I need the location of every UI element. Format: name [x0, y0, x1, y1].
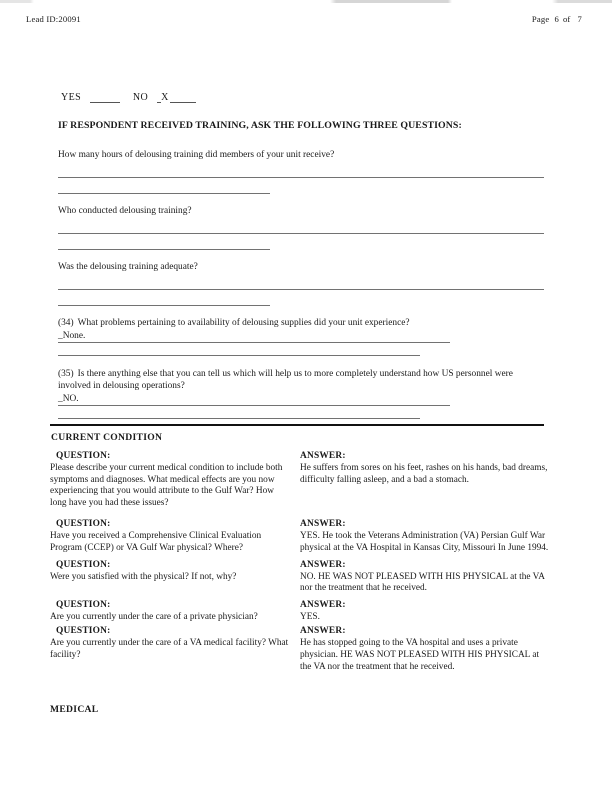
- document-header: [0, 14, 612, 30]
- question-body: Are you currently under the care of a private physician?: [50, 611, 258, 622]
- lead-id-label: Lead ID:20091: [26, 14, 81, 24]
- question-label: QUESTION:: [56, 451, 111, 461]
- question-35-text: [58, 368, 544, 392]
- answer-body: He suffers from sores on his feet, rashes on his hands, bad dreams, difficulty falling asleep, and a bad a stomach.: [300, 463, 548, 485]
- question-body: Are you currently under the care of a VA medical facility? What facility?: [50, 638, 289, 660]
- qa-row: [50, 518, 550, 554]
- page-label: Page: [531, 14, 550, 24]
- qa-answer-cell: [300, 599, 550, 624]
- question-label: QUESTION:: [56, 559, 111, 570]
- yes-blank-field[interactable]: [90, 92, 120, 103]
- question-who-conducted-training: [58, 205, 544, 253]
- answer-label: ANSWER:: [300, 519, 346, 530]
- question-hours-of-training: [58, 149, 544, 197]
- qa-question-cell: [50, 625, 300, 673]
- yes-label: YES: [61, 92, 82, 103]
- answer-label: ANSWER:: [300, 599, 346, 610]
- qa-answer-cell: [300, 559, 550, 595]
- qa-row: [50, 599, 550, 624]
- qa-question-cell: [50, 518, 300, 554]
- page-number: [532, 14, 582, 24]
- qa-row: [50, 450, 550, 509]
- answer-body: He has stopped going to the VA hospital and uses a private physician. HE WAS NOT PLEASED WITH HIS PHYSICAL at the VA nor the treatment that he received.: [300, 638, 540, 672]
- question-34: [58, 317, 544, 359]
- scan-edge-artifact: [0, 0, 612, 3]
- answer-rule-line[interactable]: [58, 229, 544, 237]
- answer-rule-line[interactable]: [58, 285, 544, 293]
- row-spacer: [50, 509, 550, 518]
- question-body: Were you satisfied with the physical? If not, why?: [50, 571, 237, 582]
- page-total: 7: [577, 14, 582, 24]
- question-answer-grid: [50, 450, 550, 673]
- question-label: QUESTION:: [56, 599, 111, 610]
- answer-body: YES. He took the Veterans Administration (VA) Persian Gulf War physical at the VA Hospital in Kansas City, Missouri In June 1994.: [300, 531, 549, 553]
- question-34-answer-row[interactable]: [58, 331, 544, 344]
- page-current: 6: [554, 14, 559, 24]
- answer-rule-line[interactable]: [58, 301, 544, 309]
- qa-row: [50, 559, 550, 595]
- question-text: What problems pertaining to availability of delousing supplies did your unit experience?: [77, 318, 410, 328]
- question-text: Was the delousing training adequate?: [58, 262, 198, 272]
- question-label: QUESTION:: [56, 626, 111, 637]
- question-35: [58, 368, 544, 422]
- question-text: Who conducted delousing training?: [58, 206, 192, 216]
- answer-rule-line[interactable]: [58, 173, 544, 181]
- no-blank-field[interactable]: [170, 92, 196, 103]
- question-34-number: (34): [58, 318, 74, 328]
- question-34-text: [58, 317, 544, 329]
- answer-rule-line[interactable]: [58, 189, 544, 197]
- answer-label: ANSWER:: [300, 559, 346, 570]
- qa-row: [50, 625, 550, 673]
- answer-rule-line[interactable]: [58, 414, 544, 422]
- question-text: How many hours of delousing training did members of your unit receive?: [58, 150, 335, 160]
- answer-rule-line[interactable]: [58, 245, 544, 253]
- question-body: Please describe your current medical condition to include both symptoms and diagnoses. What medical effects are you now experiencing that you would attribute to the Gulf War? How long have you had these issues?: [50, 463, 283, 508]
- question-35-number: (35): [58, 369, 74, 379]
- question-34-answer: _None.: [58, 331, 86, 341]
- yes-no-checkbox-row: [58, 92, 544, 103]
- current-condition-section: [50, 432, 550, 673]
- training-instruction: IF RESPONDENT RECEIVED TRAINING, ASK THE FOLLOWING THREE QUESTIONS:: [58, 120, 462, 131]
- answer-label: ANSWER:: [300, 626, 346, 637]
- answer-body: YES.: [300, 611, 320, 622]
- question-35-answer-row[interactable]: [58, 394, 544, 407]
- section-divider: [50, 424, 544, 426]
- question-text: Is there anything else that you can tell us which will help us to more completely understand how US personnel were involved in delousing operations?: [58, 369, 513, 391]
- no-label: NO: [132, 92, 149, 103]
- qa-answer-cell: [300, 450, 550, 509]
- answer-rule-line[interactable]: [58, 351, 544, 359]
- training-form-block: [58, 92, 544, 430]
- page-of-label: of: [562, 14, 571, 24]
- qa-question-cell: [50, 450, 300, 509]
- no-checkmark: X: [161, 92, 169, 103]
- current-condition-heading: CURRENT CONDITION: [51, 432, 163, 443]
- question-training-adequate: [58, 261, 544, 309]
- qa-question-cell: [50, 599, 300, 624]
- qa-answer-cell: [300, 518, 550, 554]
- question-body: Have you received a Comprehensive Clinical Evaluation Program (CCEP) or VA Gulf War physical? Where?: [50, 531, 262, 553]
- medical-section-heading: MEDICAL: [50, 704, 99, 715]
- answer-body: NO. HE WAS NOT PLEASED WITH HIS PHYSICAL at the VA nor the treatment that he received.: [300, 571, 545, 594]
- question-35-answer: _NO.: [58, 394, 79, 404]
- question-label: QUESTION:: [56, 519, 111, 530]
- qa-question-cell: [50, 559, 300, 595]
- qa-answer-cell: [300, 625, 550, 673]
- answer-label: ANSWER:: [300, 451, 346, 461]
